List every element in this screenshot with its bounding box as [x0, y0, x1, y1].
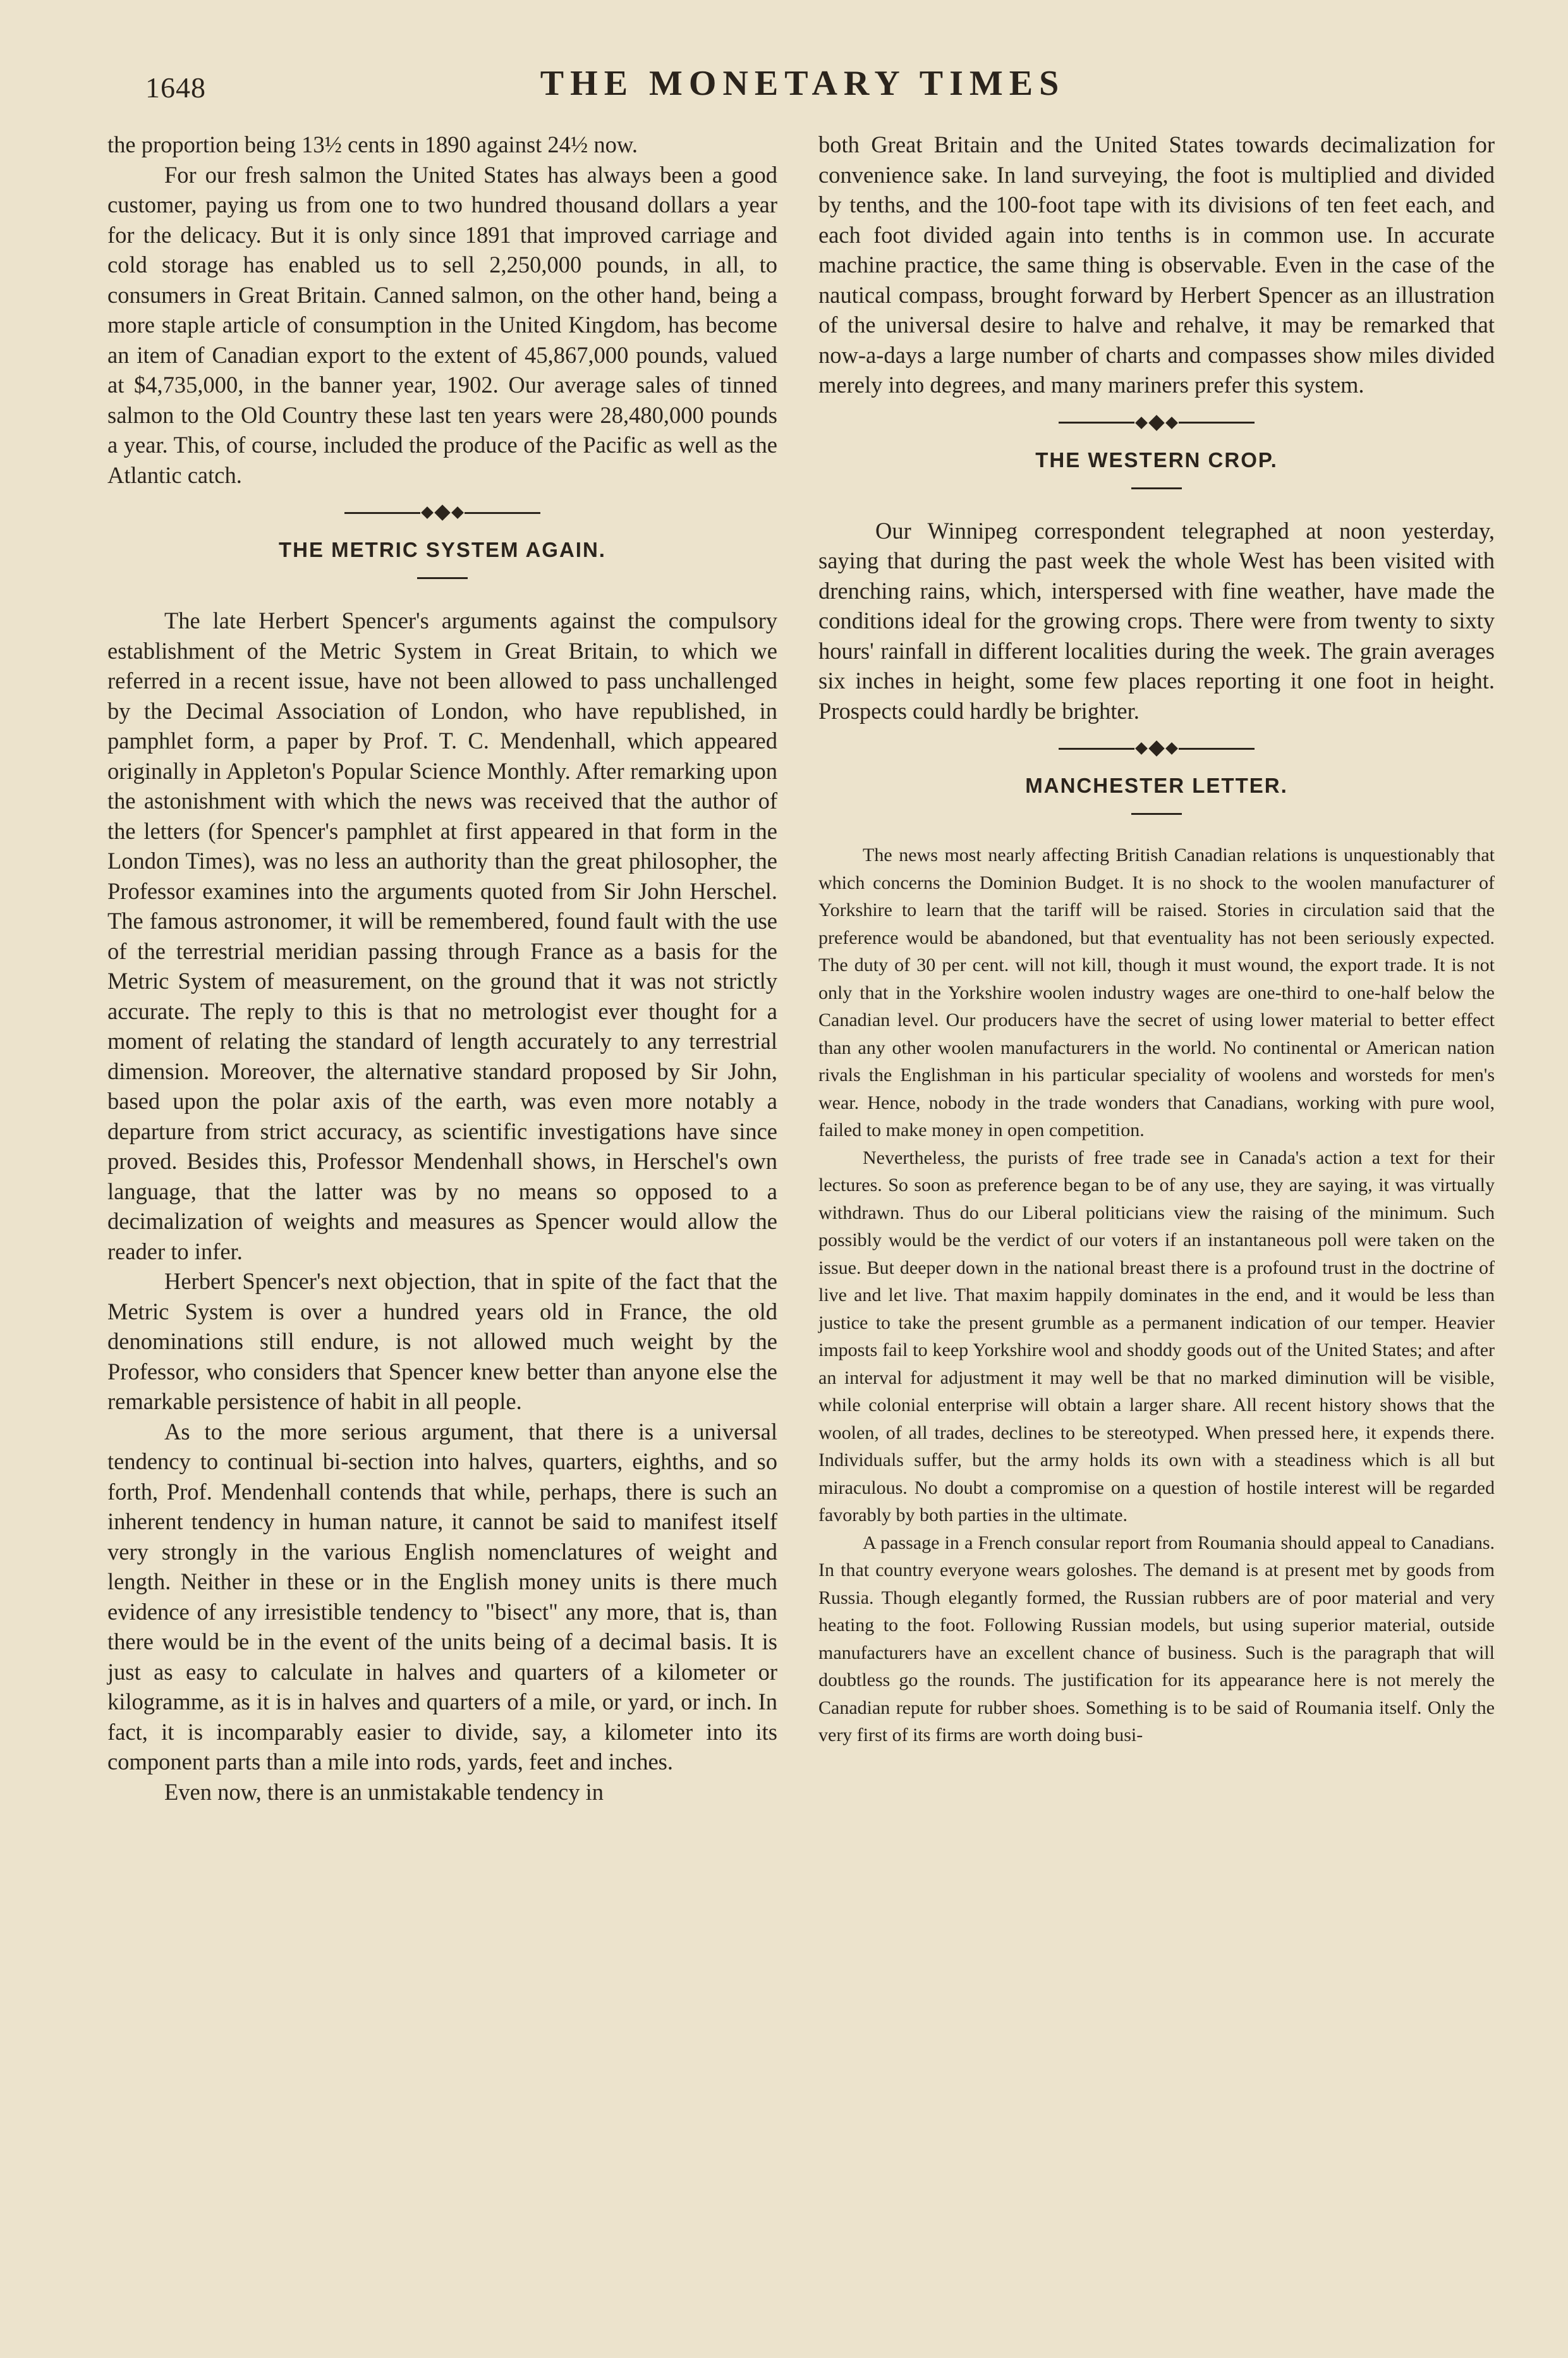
heading-rule [417, 577, 468, 579]
paragraph: For our fresh salmon the United States has always been a good customer, paying us from one to two hundred thousand dollars a year for the delicacy. But it is only since 1891 that improved carriage and cold storage has enabled us to sell 2,250,000 pounds, in all, to consumers in Great Britain. Canned salmon, on the other hand, being a more staple article of consumption in the United Kingdom, has become an item of Canadian export to the extent of 45,867,000 pounds, valued at $4,735,000, in the banner year, 1902. Our average sales of tinned salmon to the Old Country these last ten years were 28,480,000 pounds a year. This, of course, included the produce of the Pacific as well as the Atlantic catch. [107, 161, 777, 488]
paragraph: both Great Britain and the United States towards decimalization for convenience sake. In land surveying, the foot is multiplied and divided by tenths, and the 100-foot tape with its divisions of ten feet each, and each foot divided again into tenths is in common use. In accurate machine practice, the same thing is observable. Even in the case of the nautical compass, brought forward by Herbert Spencer as an illustration of the universal desire to halve and rehalve, it may be remarked that now-a-days a large number of charts and compasses show miles divided merely into degrees, and many mariners prefer this system. [818, 131, 1495, 398]
paragraph: Even now, there is an unmistakable tendency in [164, 1778, 604, 1805]
section-heading: MANCHESTER LETTER. [1025, 774, 1288, 797]
paragraph: the proportion being 13½ cents in 1890 against 24½ now. [107, 131, 638, 157]
paragraph: Herbert Spencer's next objection, that in spite of the fact that the Metric System is over a hundred years old in France, the old denominations still endure, is not allowed much weight by the Professor, who considers that Spencer knew better than anyone else the remarkable persistence of habit in all people. [107, 1268, 777, 1414]
section-heading: THE METRIC SYSTEM AGAIN. [279, 538, 606, 561]
section-heading: THE WESTERN CROP. [1035, 448, 1278, 472]
right-column [818, 130, 1495, 1749]
masthead-title: THE MONETARY TIMES [540, 64, 1066, 103]
section-divider-ornament [107, 506, 777, 519]
paragraph: Nevertheless, the purists of free trade see in Canada's action a text for their lectures. So soon as preference began to be of any use, they are saying, it was virtually withdrawn. Thus do our Liberal politicians view the raising of the minimum. Such possibly would be the verdict of our voters if an instantaneous poll were taken on the issue. But deeper down in the national breast there is a profound trust in the doctrine of live and let live. That maxim happily dominates in the end, and it would be less than justice to take the present grumble as a permanent indication of our temper. Heavier imposts fail to keep Yorkshire wool and shoddy goods out of the United States; and after an interval for adjustment it may well be that no marked diminution will be visible, while colonial enterprise will obtain a larger share. All recent history shows that the woolen, of all trades, declines to be stereotyped. When pressed here, it expends there. Individuals suffer, but the army holds its own with a steadiness which is all but miraculous. No doubt a compromise on a question of hostile interest will be regarded favorably by both parties in the ultimate. [818, 1147, 1495, 1525]
paragraph: The news most nearly affecting British Canadian relations is unquestionably that which concerns the Dominion Budget. It is no shock to the woolen manufacturer of Yorkshire to learn that the tariff will be raised. Stories in circulation said that the preference would be abandoned, but that eventuality has not been seriously expected. The duty of 30 per cent. will not kill, though it must wound, the export trade. It is not only that in the Yorkshire woolen industry wages are one-third to one-half below the Canadian level. Our producers have the secret of using lower material to better effect than any other woolen manufacturers in the world. No continental or American nation rivals the Englishman in his particular speciality of woolens and worsteds for men's wear. Hence, nobody in the trade wonders that Canadians, working with pure wool, failed to make money in open competition. [818, 845, 1495, 1140]
page-header [120, 63, 1485, 114]
heading-rule [1131, 813, 1182, 815]
section-divider-ornament [818, 742, 1495, 755]
paragraph: As to the more serious argument, that there is a universal tendency to continual bi-section into halves, quarters, eighths, and so forth, Prof. Mendenhall contends that while, perhaps, there is such an inherent tendency in human nature, it cannot be said to manifest itself very strongly in the various English nomenclatures of weight and length. Neither in these or in the English money units is there much evidence of any irresistible tendency to "bisect" any more, that is, than there would be in the event of the units being of a decimal basis. It is just as easy to calculate in halves and quarters of a kilometer or kilogramme, as it is in halves and quarters of a mile, or yard, or inch. In fact, it is incomparably easier to divide, say, a kilometer into its component parts than a mile into rods, yards, feet and inches. [107, 1418, 777, 1775]
paragraph: Our Winnipeg correspondent telegraphed at noon yesterday, saying that during the past week the whole West has been visited with drenching rains, which, interspersed with fine weather, have made the conditions ideal for the growing crops. There were from twenty to sixty hours' rainfall in different localities during the week. The grain averages six inches in height, some few places reporting it one foot in height. Prospects could hardly be brighter. [818, 517, 1495, 724]
heading-rule [1131, 487, 1182, 489]
paragraph: The late Herbert Spencer's arguments against the compulsory establishment of the Metric System in Great Britain, to which we referred in a recent issue, have not been allowed to pass unchallenged by the Decimal Association of London, who have republished, in pamphlet form, a paper by Prof. T. C. Mendenhall, which appeared originally in Appleton's Popular Science Monthly. After remarking upon the astonishment with which the news was received that the author of the letters (for Spencer's pamphlet at first appeared in that form in the London Times), was no less an authority than the great philosopher, the Professor examines into the arguments quoted from Sir John Herschel. The famous astronomer, it will be remembered, found fault with the use of the terrestrial meridian passing through France as a basis for the Metric System of measurement, on the ground that it was not strictly accurate. The reply to this is that no metrologist ever thought for a moment of relating the standard of length accurately to any terrestrial dimension. Moreover, the alternative standard proposed by Sir John, based upon the polar axis of the earth, was even more notably a departure from strict accuracy, as scientific investigations have since proved. Besides this, Professor Mendenhall shows, in Herschel's own language, that the latter was by no means so opposed to a decimalization of weights and measures as Spencer would allow the reader to infer. [107, 608, 777, 1264]
page-number: 1648 [145, 71, 206, 104]
left-column [107, 130, 777, 1807]
paragraph: A passage in a French consular report from Roumania should appeal to Canadians. In that country everyone wears goloshes. The demand is at present met by goods from Russia. Though elegantly formed, the Russian rubbers are of poor material and very heating to the foot. Following Russian models, but using superior material, outside manufacturers have an excellent chance of business. Such is the paragraph that will doubtless go the rounds. The justification for its appearance here is not merely the Canadian repute for rubber shoes. Something is to be said of Roumania itself. Only the very first of its firms are worth doing busi- [818, 1532, 1495, 1745]
section-divider-ornament [818, 417, 1495, 429]
